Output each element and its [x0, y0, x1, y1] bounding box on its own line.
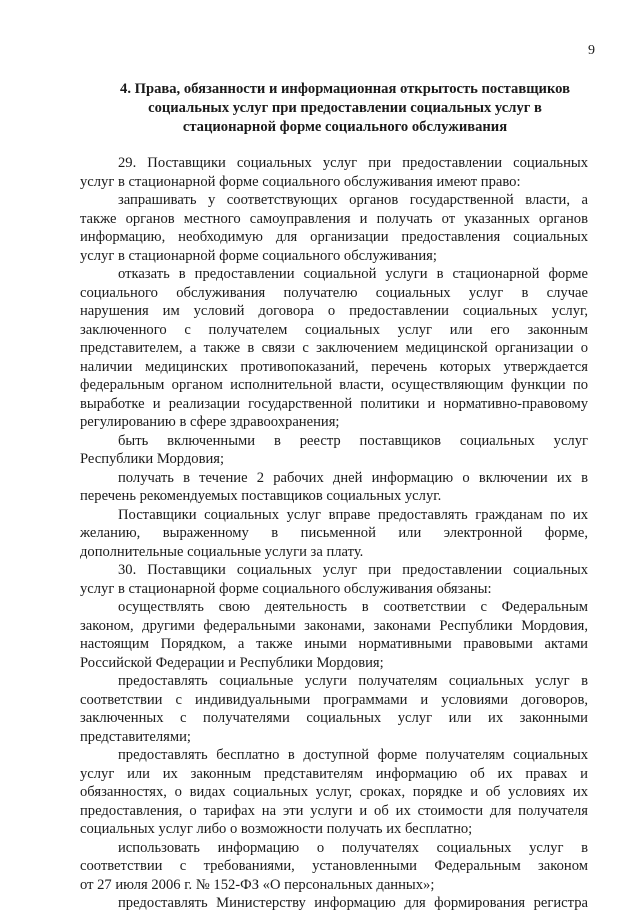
text-line: получать в течение 2 рабочих дней информацию о включении их в — [118, 469, 588, 486]
text-line: отказать в предоставлении социальной услуги в стационарной форме — [118, 266, 588, 282]
text-line: 30. Поставщики социальных услуг при предоставлении социальных — [118, 562, 588, 578]
text-line: предоставлять бесплатно в доступной форме получателям социальных — [118, 747, 588, 763]
text-line: регулированию в сфере здравоохранения; — [80, 414, 340, 430]
text-line: перечень рекомендуемых поставщиков социальных услуг. — [80, 488, 442, 504]
text-line: заключенного с получателем социальных услуг или его законным — [80, 321, 588, 338]
text-line: предоставления, о тарифах на эти услуги и об их стоимости для получателя — [80, 802, 588, 819]
text-line: наличии медицинских противопоказаний, перечень которых утверждается — [80, 358, 588, 375]
heading-line: стационарной форме социального обслуживания — [182, 119, 508, 135]
text-line: Российской Федерации и Республики Мордовия; — [80, 654, 384, 671]
text-line: нарушения им условий договора о предоставлении социальных услуг, — [80, 303, 588, 319]
text-line: законом, другими федеральными законами, законами Республики Мордовия, — [80, 617, 588, 634]
text-line: услуг в стационарной форме социального обслуживания имеют право: — [80, 173, 521, 190]
text-line: информацию, необходимую для организации предоставления социальных — [80, 229, 588, 245]
text-line: услуг в стационарной форме социального обслуживания; — [80, 247, 437, 264]
text-line: федеральным органом исполнительной власти, осуществляющим функции по — [80, 377, 588, 393]
text-line: представителями; — [80, 728, 191, 745]
text-line: дополнительные социальные услуги за плату. — [80, 543, 364, 560]
text-line: обязанностях, о видах социальных услуг, сроках, порядке и об условиях их — [80, 784, 588, 800]
text-line: предоставлять Министерству информацию для формирования регистра — [118, 895, 588, 911]
text-line: от 27 июля 2006 г. № 152-ФЗ «О персональных данных»; — [80, 876, 435, 893]
text-line: представителем, а также в связи с заключением медицинской организации о — [80, 340, 588, 356]
text-line: осуществлять свою деятельность в соответствии с Федеральным — [118, 599, 588, 615]
body-text — [80, 154, 588, 913]
text-line: быть включенными в реестр поставщиков социальных услуг — [118, 432, 588, 449]
text-line: настоящим Порядком, а также иными нормативными правовыми актами — [80, 636, 588, 652]
text-line: заключенных с получателями социальных услуг или их законными — [80, 710, 588, 726]
text-line: предоставлять социальные услуги получателям социальных услуг в — [118, 673, 588, 689]
text-line: использовать информацию о получателях социальных услуг в — [118, 839, 588, 856]
text-line: соответствии с требованиями, установленными Федеральным законом — [80, 858, 588, 874]
heading-line: социальных услуг при предоставлении социальных услуг в — [148, 100, 542, 116]
text-line: социальных услуг либо о возможности получать их бесплатно; — [80, 821, 473, 837]
text-line: услуг или их законным представителям информацию об их правах и — [80, 765, 588, 782]
text-line: 29. Поставщики социальных услуг при предоставлении социальных — [118, 155, 588, 171]
text-line: желанию, выраженному в письменной или электронной форме, — [80, 525, 588, 541]
text-line: запрашивать у соответствующих органов государственной власти, а — [118, 192, 588, 208]
text-line: Республики Мордовия; — [80, 451, 225, 467]
text-line: также органов местного самоуправления и получать от указанных органов — [80, 210, 588, 227]
text-line: услуг в стационарной форме социального обслуживания обязаны: — [80, 580, 492, 597]
section-heading — [95, 80, 595, 137]
page-number: 9 — [588, 43, 595, 58]
text-line: соответствии с индивидуальными программами и условиями договоров, — [80, 691, 588, 708]
text-line: социального обслуживания получателю социальных услуг в случае — [80, 284, 588, 301]
text-line: выработке и реализации государственной политики и нормативно-правовому — [80, 395, 588, 412]
heading-line: 4. Права, обязанности и информационная открытость поставщиков — [120, 81, 570, 97]
text-line: Поставщики социальных услуг вправе предоставлять гражданам по их — [118, 506, 588, 523]
